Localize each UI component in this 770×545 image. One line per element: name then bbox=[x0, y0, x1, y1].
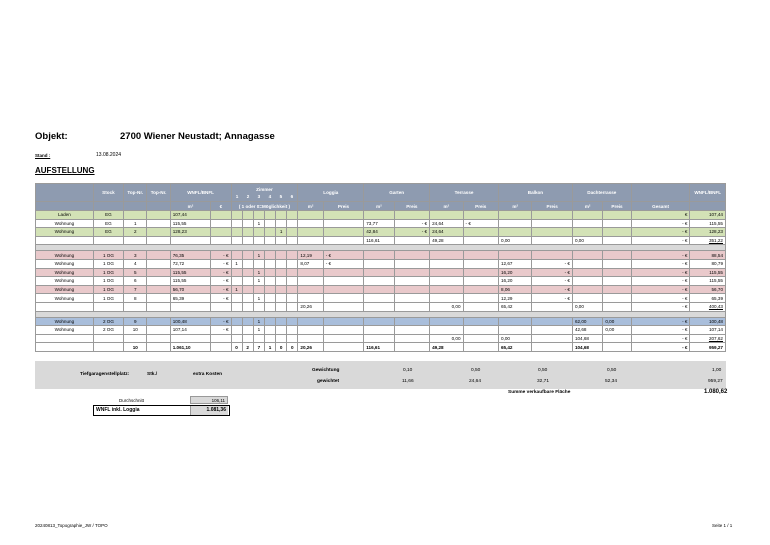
row-type: Laden bbox=[36, 211, 94, 220]
row-zimmer: 1 bbox=[253, 268, 264, 277]
footer-file: 20240813_Topographie_JW / TOPO bbox=[35, 523, 108, 528]
unit-m2: m² bbox=[298, 202, 323, 211]
header-empty bbox=[36, 184, 94, 202]
row-terrasse-preis: - bbox=[465, 220, 468, 226]
dash: - bbox=[682, 295, 684, 301]
row-type: Wohnung bbox=[36, 251, 94, 260]
total-zimmer: 7 bbox=[253, 343, 264, 352]
euro: € bbox=[225, 295, 229, 301]
total-top: 10 bbox=[124, 343, 147, 352]
euro: € bbox=[684, 304, 688, 310]
euro: € bbox=[567, 269, 570, 275]
row-m2: 115,55 bbox=[170, 277, 211, 286]
wnfl-loggia-label: WNFL inkl. Loggia bbox=[96, 407, 140, 413]
gewichtet-dach: 52,34 bbox=[605, 379, 618, 384]
row-type: Wohnung bbox=[36, 285, 94, 294]
row-balkon: 8,06 bbox=[498, 285, 531, 294]
verkaufbare-flaeche-value: 1.080,62 bbox=[704, 389, 728, 395]
row-stock: EG bbox=[93, 211, 123, 220]
row-top: 6 bbox=[124, 277, 147, 286]
euro: € bbox=[225, 318, 229, 324]
row-garten-preis: - bbox=[421, 229, 424, 235]
row-euro: € bbox=[631, 211, 690, 220]
row-gesamt: 88,54 bbox=[690, 251, 726, 260]
header-zimmer bbox=[231, 184, 298, 202]
row-zimmer: 1 bbox=[231, 285, 242, 294]
row-gesamt: 115,55 bbox=[690, 268, 726, 277]
zimmer-num: 2 bbox=[246, 193, 250, 199]
object-label: Objekt: bbox=[35, 131, 68, 142]
subtotal-balkon: 65,42 bbox=[498, 302, 531, 311]
total-loggia: 20,26 bbox=[298, 343, 323, 352]
table-row bbox=[36, 317, 726, 326]
table-row bbox=[36, 259, 726, 268]
unit-preis: Preis bbox=[394, 202, 429, 211]
subtotal-dach: 0,00 bbox=[572, 302, 602, 311]
row-dach: 62,00 bbox=[572, 317, 602, 326]
header-loggia: Loggia bbox=[298, 184, 364, 202]
row-gesamt: 115,55 bbox=[690, 277, 726, 286]
zimmer-title: Zimmer bbox=[256, 186, 273, 192]
row-top: 10 bbox=[124, 326, 147, 335]
subtotal-terrasse: 0,00 bbox=[430, 334, 463, 343]
gew-balkon: 0,50 bbox=[538, 368, 548, 373]
section-title: AUFSTELLUNG bbox=[35, 166, 95, 175]
euro: € bbox=[567, 295, 570, 301]
row-top: 8 bbox=[124, 294, 147, 303]
dash: - bbox=[223, 278, 225, 284]
dash: - bbox=[682, 336, 684, 342]
euro: € bbox=[567, 261, 570, 267]
row-stock: 1 OG bbox=[93, 294, 123, 303]
table-row bbox=[36, 294, 726, 303]
table-row bbox=[36, 228, 726, 237]
row-type: Wohnung bbox=[36, 326, 94, 335]
table-row bbox=[36, 285, 726, 294]
total-zimmer: 1 bbox=[264, 343, 275, 352]
dash: - bbox=[223, 252, 225, 258]
header-blank bbox=[631, 184, 690, 202]
euro: € bbox=[684, 336, 688, 342]
row-top: 9 bbox=[124, 317, 147, 326]
row-balkon: 16,20 bbox=[498, 277, 531, 286]
euro: € bbox=[684, 238, 688, 244]
dash: - bbox=[325, 252, 328, 258]
euro: € bbox=[225, 269, 229, 275]
gew-garten: 0,10 bbox=[403, 368, 413, 373]
row-dach: 42,68 bbox=[572, 326, 602, 335]
dash: - bbox=[682, 269, 684, 275]
euro: € bbox=[684, 278, 688, 284]
wnfl-loggia-box bbox=[93, 405, 230, 416]
row-top: 7 bbox=[124, 285, 147, 294]
total-zimmer: 2 bbox=[242, 343, 253, 352]
total-balkon: 65,42 bbox=[498, 343, 531, 352]
row-stock: 2 OG bbox=[93, 317, 123, 326]
dash: - bbox=[682, 238, 684, 244]
euro: € bbox=[225, 252, 229, 258]
subtotal-garten: 116,61 bbox=[364, 236, 394, 245]
euro: € bbox=[225, 287, 229, 293]
unit-preis: Preis bbox=[323, 202, 364, 211]
subtotal-row-eg bbox=[36, 236, 726, 245]
dash: - bbox=[682, 344, 684, 350]
row-stock: 1 OG bbox=[93, 285, 123, 294]
row-type: Wohnung bbox=[36, 259, 94, 268]
header-row-groups bbox=[36, 184, 726, 202]
row-balkon: 12,29 bbox=[498, 294, 531, 303]
row-type: Wohnung bbox=[36, 228, 94, 237]
subtotal-gesamt: 400,43 bbox=[690, 302, 726, 311]
total-zimmer: 0 bbox=[276, 343, 287, 352]
gew-terrasse: 0,50 bbox=[471, 368, 481, 373]
zimmer-num: 3 bbox=[257, 193, 261, 199]
dash: - bbox=[325, 261, 328, 267]
header-balkon: Balkon bbox=[498, 184, 572, 202]
row-m2: 76,35 bbox=[170, 251, 211, 260]
total-zimmer: 0 bbox=[287, 343, 298, 352]
row-gesamt: 100,48 bbox=[690, 317, 726, 326]
euro: € bbox=[567, 287, 570, 293]
total-gesamt: 959,27 bbox=[690, 343, 726, 352]
zimmer-numbers bbox=[232, 193, 298, 200]
dash: - bbox=[682, 229, 684, 235]
gewichtet-garten: 11,66 bbox=[402, 379, 414, 384]
dash: - bbox=[682, 252, 684, 258]
zimmer-num: 6 bbox=[290, 193, 294, 199]
dash: - bbox=[682, 278, 684, 284]
extra-kosten-label: extra Kosten bbox=[193, 372, 223, 377]
row-gesamt: 128,23 bbox=[690, 228, 726, 237]
row-m2: 72,72 bbox=[170, 259, 211, 268]
row-stock: 1 OG bbox=[93, 259, 123, 268]
row-gesamt: 56,70 bbox=[690, 285, 726, 294]
row-terrasse-m2: 24,64 bbox=[430, 228, 463, 237]
subtotal-row-2og bbox=[36, 334, 726, 343]
row-type: Wohnung bbox=[36, 219, 94, 228]
table-row bbox=[36, 277, 726, 286]
row-type: Wohnung bbox=[36, 268, 94, 277]
tiefgarage-label: Tiefgaragenstellplatz: bbox=[80, 372, 130, 377]
row-zimmer: 1 bbox=[253, 326, 264, 335]
unit-m2: m² bbox=[498, 202, 531, 211]
gewichtet-wnfl: 959,27 bbox=[708, 379, 723, 384]
table-row bbox=[36, 326, 726, 335]
stand-date: 13.08.2024 bbox=[96, 152, 122, 158]
subtotal-dach: 0,00 bbox=[572, 236, 602, 245]
row-m2: 107,44 bbox=[170, 211, 211, 220]
footer-page: Seite 1 / 1 bbox=[712, 523, 733, 528]
row-gesamt: 115,55 bbox=[690, 219, 726, 228]
euro: € bbox=[328, 261, 332, 267]
row-garten-m2: 73,77 bbox=[364, 219, 394, 228]
row-dach-preis: 0,00 bbox=[603, 317, 631, 326]
row-m2: 100,48 bbox=[170, 317, 211, 326]
row-zimmer: 1 bbox=[253, 219, 264, 228]
euro: € bbox=[684, 344, 688, 350]
header-dachterrasse: Dachterrasse bbox=[572, 184, 631, 202]
gewichtet-terrasse: 24,64 bbox=[469, 379, 482, 384]
row-m2: 56,70 bbox=[170, 285, 211, 294]
row-zimmer: 1 bbox=[231, 259, 242, 268]
row-stock: EG bbox=[93, 219, 123, 228]
header-stock: Stock bbox=[93, 184, 123, 202]
row-gesamt: 107,14 bbox=[690, 326, 726, 335]
unit-m2: m² bbox=[430, 202, 463, 211]
dash: - bbox=[223, 287, 225, 293]
row-top: 3 bbox=[124, 251, 147, 260]
dash: - bbox=[564, 278, 567, 284]
header-wnfl: WNFL/BNFL bbox=[170, 184, 231, 202]
row-stock: 1 OG bbox=[93, 277, 123, 286]
row-top: 5 bbox=[124, 268, 147, 277]
dash: - bbox=[223, 327, 225, 333]
dash: - bbox=[682, 261, 684, 267]
subtotal-balkon: 0,00 bbox=[498, 236, 531, 245]
euro: € bbox=[684, 220, 688, 226]
header-terrasse: Terrasse bbox=[430, 184, 499, 202]
row-top: 4 bbox=[124, 259, 147, 268]
gew-dach: 0,50 bbox=[607, 368, 617, 373]
row-garten-preis: - bbox=[421, 220, 424, 226]
unit-m2: m² bbox=[170, 202, 211, 211]
euro: € bbox=[424, 220, 428, 226]
row-zimmer: 1 bbox=[253, 294, 264, 303]
dash: - bbox=[682, 318, 684, 324]
row-loggia: 8,07 bbox=[298, 259, 323, 268]
subtotal-terrasse: 0,00 bbox=[430, 302, 463, 311]
row-m2: 65,39 bbox=[170, 294, 211, 303]
row-gesamt: 107,44 bbox=[690, 211, 726, 220]
total-terrasse: 49,28 bbox=[430, 343, 463, 352]
total-zimmer: 0 bbox=[231, 343, 242, 352]
row-zimmer: 1 bbox=[253, 317, 264, 326]
row-terrasse-m2: 24,64 bbox=[430, 219, 463, 228]
euro: € bbox=[684, 252, 688, 258]
subtotal-balkon: 0,00 bbox=[498, 334, 531, 343]
euro: € bbox=[684, 318, 688, 324]
row-type: Wohnung bbox=[36, 277, 94, 286]
stk-label: Stk./ bbox=[147, 372, 158, 377]
euro: € bbox=[684, 269, 688, 275]
row-stock: 1 OG bbox=[93, 268, 123, 277]
unit-preis: Preis bbox=[603, 202, 631, 211]
row-balkon: 16,20 bbox=[498, 268, 531, 277]
total-garten: 116,61 bbox=[364, 343, 394, 352]
euro: € bbox=[225, 278, 229, 284]
header-wnfl-end: WNFL/BNFL bbox=[690, 184, 726, 202]
row-dach-preis: 0,00 bbox=[603, 326, 631, 335]
euro: € bbox=[684, 327, 688, 333]
gewichtet-balkon: 32,71 bbox=[537, 379, 550, 384]
subtotal-row-1og bbox=[36, 302, 726, 311]
aufstellung-table bbox=[35, 183, 726, 352]
row-balkon: 12,67 bbox=[498, 259, 531, 268]
header-row-units bbox=[36, 202, 726, 211]
header-top-nr: Top-Nr. bbox=[124, 184, 147, 202]
gewichtung-label: Gewichtung bbox=[312, 368, 340, 373]
zimmer-num: 5 bbox=[279, 193, 283, 199]
euro: € bbox=[328, 252, 332, 258]
durchschnitt-value: 106,11 bbox=[190, 396, 228, 404]
total-m2: 1.061,10 bbox=[170, 343, 211, 352]
dash: - bbox=[223, 269, 225, 275]
row-m2: 115,55 bbox=[170, 268, 211, 277]
row-garten-m2: 42,84 bbox=[364, 228, 394, 237]
unit-gesamt: Gesamt bbox=[631, 202, 690, 211]
row-zimmer: 1 bbox=[276, 228, 287, 237]
verkaufbare-flaeche-label: Summe verkaufbare Fläche bbox=[508, 390, 571, 395]
row-stock: 2 OG bbox=[93, 326, 123, 335]
dash: - bbox=[682, 304, 684, 310]
table-row bbox=[36, 268, 726, 277]
subtotal-dach: 104,68 bbox=[572, 334, 602, 343]
stand-label: Stand : bbox=[35, 153, 51, 158]
row-loggia: 12,19 bbox=[298, 251, 323, 260]
euro: € bbox=[684, 287, 688, 293]
row-type: Wohnung bbox=[36, 294, 94, 303]
object-title: 2700 Wiener Neustadt; Annagasse bbox=[120, 131, 275, 142]
row-stock: EG bbox=[93, 228, 123, 237]
gewichtet-label: gewichtet bbox=[317, 379, 340, 384]
dash: - bbox=[223, 295, 225, 301]
row-gesamt: 80,79 bbox=[690, 259, 726, 268]
row-top: 2 bbox=[124, 228, 147, 237]
total-dach: 104,68 bbox=[572, 343, 602, 352]
euro: € bbox=[684, 295, 688, 301]
unit-eur: € bbox=[211, 202, 231, 211]
row-m2: 115,55 bbox=[170, 219, 211, 228]
totals-row bbox=[36, 343, 726, 352]
unit-preis: Preis bbox=[463, 202, 498, 211]
dash: - bbox=[564, 295, 567, 301]
table-row bbox=[36, 211, 726, 220]
euro: € bbox=[225, 327, 229, 333]
euro: € bbox=[225, 261, 229, 267]
row-type: Wohnung bbox=[36, 317, 94, 326]
unit-preis: Preis bbox=[532, 202, 573, 211]
euro: € bbox=[684, 261, 688, 267]
header-garten: Garten bbox=[364, 184, 430, 202]
dash: - bbox=[223, 261, 225, 267]
row-stock: 1 OG bbox=[93, 251, 123, 260]
dash: - bbox=[223, 318, 225, 324]
euro: € bbox=[684, 229, 688, 235]
zimmer-num: 4 bbox=[268, 193, 272, 199]
subtotal-gesamt: 351,22 bbox=[690, 236, 726, 245]
unit-m2: m² bbox=[572, 202, 602, 211]
unit-m2: m² bbox=[364, 202, 394, 211]
dash: - bbox=[682, 220, 684, 226]
subtotal-gesamt: 207,62 bbox=[690, 334, 726, 343]
row-top: 1 bbox=[124, 219, 147, 228]
row-zimmer: 1 bbox=[253, 251, 264, 260]
zimmer-num: 1 bbox=[235, 193, 239, 199]
header-top-nr2: Top-Nr. bbox=[147, 184, 170, 202]
dash: - bbox=[564, 269, 567, 275]
euro: € bbox=[567, 278, 570, 284]
gew-wnfl: 1,00 bbox=[712, 368, 722, 373]
euro: € bbox=[468, 220, 471, 226]
subtotal-terrasse: 49,28 bbox=[430, 236, 463, 245]
subtotal-loggia: 20,26 bbox=[298, 302, 323, 311]
row-m2: 128,23 bbox=[170, 228, 211, 237]
table-row bbox=[36, 251, 726, 260]
dash: - bbox=[682, 327, 684, 333]
wnfl-loggia-value: 1.081,36 bbox=[190, 406, 228, 415]
summary-band bbox=[35, 361, 726, 389]
durchschnitt-label: Durchschnitt bbox=[119, 398, 145, 403]
euro: € bbox=[424, 229, 428, 235]
dash: - bbox=[682, 287, 684, 293]
dash: - bbox=[564, 261, 567, 267]
row-m2: 107,14 bbox=[170, 326, 211, 335]
dash: - bbox=[564, 287, 567, 293]
table-row bbox=[36, 219, 726, 228]
row-gesamt: 65,39 bbox=[690, 294, 726, 303]
row-zimmer: 1 bbox=[253, 277, 264, 286]
zimmer-note: ( 1 oder 0=Möglichkeit ) bbox=[231, 202, 298, 211]
